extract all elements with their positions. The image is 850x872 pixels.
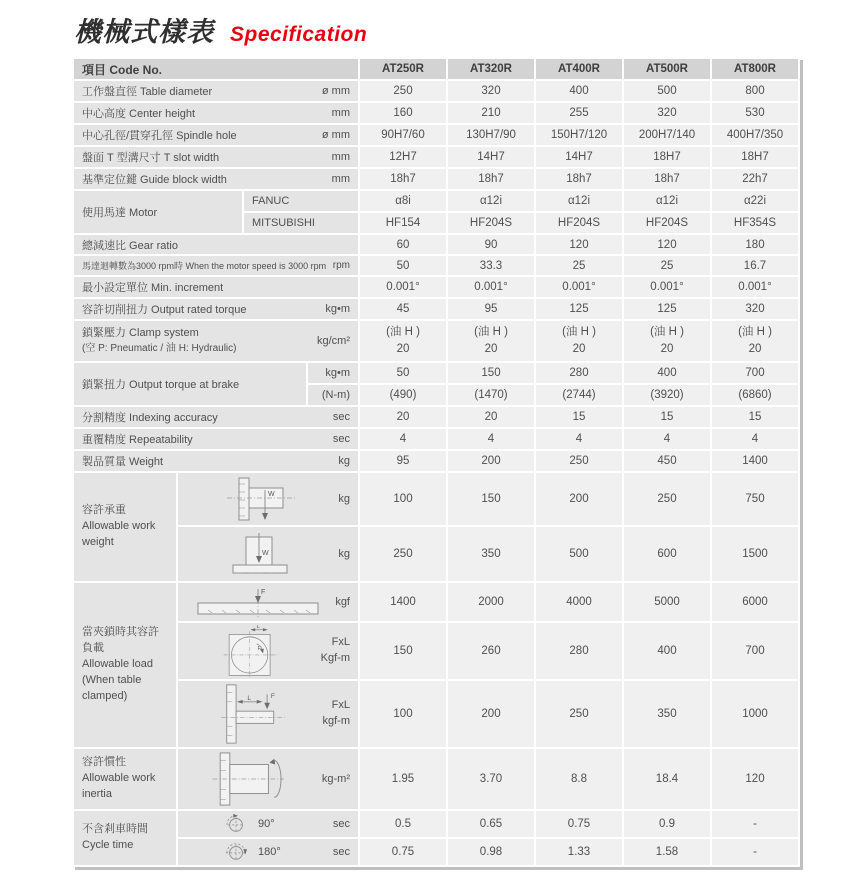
- row-unit: kg: [338, 493, 350, 505]
- spec-value-cell: 6000: [712, 583, 798, 621]
- row-unit: ø mm: [321, 85, 350, 97]
- spec-value-cell: 14H7: [448, 147, 534, 167]
- spec-value-cell: 100: [360, 473, 446, 525]
- diagram-cell: [178, 583, 358, 621]
- header-item-cell: 項目 Code No.: [74, 59, 358, 79]
- diagram-cell: [178, 839, 358, 865]
- spec-value-cell: 4: [536, 429, 622, 449]
- table-row-indexing: [74, 407, 798, 427]
- row-unit: mm: [331, 151, 350, 163]
- spec-value-cell: HF354S: [712, 213, 798, 233]
- table-row-clamped-radial: [74, 623, 798, 679]
- diagram-vertical-axis-workpiece: [213, 529, 309, 579]
- table-row-cycle-180: [74, 839, 798, 865]
- row-unit: sec: [332, 433, 350, 445]
- row-unit: kg/cm²: [317, 335, 350, 347]
- model-header: AT320R: [448, 59, 534, 79]
- table-row-clamped-thrust: [74, 583, 798, 621]
- row-label-cell: [74, 169, 358, 189]
- spec-value-cell: (油 H ) 20: [536, 321, 622, 361]
- row-label: 中心孔徑/貫穿孔徑 Spindle hole: [82, 130, 237, 142]
- page-title-en: Specification: [230, 23, 368, 46]
- spec-value-cell: 2000: [448, 583, 534, 621]
- row-label: 基準定位鍵 Guide block width: [82, 174, 227, 186]
- table-row-work-weight-horizontal: [74, 473, 798, 525]
- spec-value-cell: 4000: [536, 583, 622, 621]
- spec-value-cell: 33.3: [448, 256, 534, 275]
- row-label-cell: [74, 147, 358, 167]
- spec-value-cell: 15: [624, 407, 710, 427]
- table-row-rated-torque: [74, 299, 798, 319]
- spec-value-cell: 250: [536, 681, 622, 747]
- spec-value-cell: 160: [360, 103, 446, 123]
- page-title-cjk: 機械式樣表: [74, 17, 214, 47]
- spec-value-cell: 4: [360, 429, 446, 449]
- row-unit: rpm: [332, 260, 350, 271]
- table-row-clamp: [74, 321, 798, 361]
- spec-value-cell: 25: [536, 256, 622, 275]
- spec-value-cell: (油 H ) 20: [624, 321, 710, 361]
- row-unit: (N-m): [321, 389, 350, 401]
- model-header: AT400R: [536, 59, 622, 79]
- spec-value-cell: 100: [360, 681, 446, 747]
- spec-value-cell: HF204S: [624, 213, 710, 233]
- row-label-cell: [74, 321, 358, 361]
- table-row-clamped-axial: [74, 681, 798, 747]
- row-label: 容許切削扭力 Output rated torque: [82, 304, 247, 316]
- spec-value-cell: 1.33: [536, 839, 622, 865]
- row-label: 總減速比 Gear ratio: [82, 239, 178, 252]
- spec-value-cell: 18H7: [624, 147, 710, 167]
- spec-value-cell: α22i: [712, 191, 798, 211]
- diagram-l-label: L: [247, 694, 252, 702]
- spec-value-cell: 125: [624, 299, 710, 319]
- row-unit: FxL Kgf-m: [320, 636, 350, 664]
- row-unit: kgf: [335, 596, 350, 608]
- diagram-radial-moment-top-view: [216, 625, 288, 677]
- header-row: [74, 59, 798, 79]
- spec-value-cell: 150: [448, 363, 534, 383]
- row-label-cell: [74, 235, 358, 254]
- motor-brand-cell: [244, 191, 358, 211]
- spec-value-cell: 1400: [360, 583, 446, 621]
- spec-value-cell: 700: [712, 623, 798, 679]
- spec-value-cell: 120: [624, 235, 710, 254]
- brake-unit-cell: [308, 363, 358, 383]
- diagram-thrust-load: [194, 585, 326, 619]
- spec-value-cell: 18h7: [624, 169, 710, 189]
- row-unit: FxL kgf-m: [322, 699, 350, 727]
- spec-value-cell: 1400: [712, 451, 798, 471]
- spec-value-cell: 0.9: [624, 811, 710, 837]
- row-unit: kg: [338, 455, 350, 467]
- spec-value-cell: 320: [712, 299, 798, 319]
- spec-value-cell: 800: [712, 81, 798, 101]
- spec-value-cell: 15: [712, 407, 798, 427]
- spec-value-cell: 700: [712, 363, 798, 383]
- row-label-cell: [74, 407, 358, 427]
- spec-value-cell: 1000: [712, 681, 798, 747]
- spec-value-cell: 0.75: [360, 839, 446, 865]
- rotation-180-icon: [224, 841, 248, 863]
- model-header: AT800R: [712, 59, 798, 79]
- row-label: 重覆精度 Repeatability: [82, 434, 193, 446]
- diagram-f-label: F: [257, 646, 262, 653]
- model-header: AT250R: [360, 59, 446, 79]
- table-row-inertia: [74, 749, 798, 809]
- table-row-cycle-90: [74, 811, 798, 837]
- spec-value-cell: 16.7: [712, 256, 798, 275]
- table-row-brake-kgm: [74, 363, 798, 383]
- spec-value-cell: 3.70: [448, 749, 534, 809]
- table-row-guide-block: [74, 169, 798, 189]
- diagram-work-inertia: [207, 751, 299, 807]
- row-unit: sec: [332, 411, 350, 423]
- spec-value-cell: 25: [624, 256, 710, 275]
- spec-value-cell: 5000: [624, 583, 710, 621]
- spec-value-cell: 400: [624, 623, 710, 679]
- spec-value-cell: 12H7: [360, 147, 446, 167]
- page-title: [74, 10, 850, 49]
- spec-value-cell: 50: [360, 256, 446, 275]
- spec-value-cell: (6860): [712, 385, 798, 405]
- table-row-weight: [74, 451, 798, 471]
- spec-value-cell: 18H7: [712, 147, 798, 167]
- row-label: 分割精度 Indexing accuracy: [82, 412, 218, 424]
- row-unit: kg-m²: [321, 773, 350, 785]
- spec-value-cell: 95: [360, 451, 446, 471]
- section-label-cycle-time: 不含剎車時間 Cycle time: [74, 811, 176, 865]
- diagram-horizontal-axis-workpiece: [213, 476, 309, 522]
- row-label: 製品質量 Weight: [82, 456, 164, 468]
- spec-value-cell: 14H7: [536, 147, 622, 167]
- spec-value-cell: 0.001°: [624, 277, 710, 297]
- row-label: 工作盤直徑 Table diameter: [82, 86, 213, 98]
- row-label: 盤面 T 型溝尺寸 T slot width: [82, 152, 220, 164]
- spec-value-cell: 0.75: [536, 811, 622, 837]
- row-unit: mm: [331, 173, 350, 185]
- spec-value-cell: 500: [536, 527, 622, 581]
- row-label-cell: [74, 256, 358, 275]
- spec-value-cell: 125: [536, 299, 622, 319]
- spec-value-cell: 0.5: [360, 811, 446, 837]
- spec-value-cell: (油 H ) 20: [360, 321, 446, 361]
- spec-value-cell: 450: [624, 451, 710, 471]
- spec-value-cell: 0.001°: [360, 277, 446, 297]
- spec-value-cell: 200H7/140: [624, 125, 710, 145]
- diagram-cell: [178, 473, 358, 525]
- spec-value-cell: 400H7/350: [712, 125, 798, 145]
- diagram-cell: [178, 749, 358, 809]
- spec-value-cell: 4: [712, 429, 798, 449]
- row-unit: sec: [332, 846, 350, 858]
- spec-value-cell: -: [712, 811, 798, 837]
- spec-value-cell: 200: [448, 451, 534, 471]
- spec-value-cell: 0.001°: [448, 277, 534, 297]
- spec-value-cell: 250: [536, 451, 622, 471]
- spec-value-cell: 210: [448, 103, 534, 123]
- spec-value-cell: 18.4: [624, 749, 710, 809]
- spec-value-cell: (490): [360, 385, 446, 405]
- spec-value-cell: 180: [712, 235, 798, 254]
- spec-value-cell: -: [712, 839, 798, 865]
- row-label: 使用馬達 Motor: [82, 207, 158, 219]
- spec-value-cell: 600: [624, 527, 710, 581]
- spec-table: [72, 57, 800, 867]
- spec-value-cell: 250: [360, 81, 446, 101]
- spec-value-cell: 120: [712, 749, 798, 809]
- row-label-note: (空 P: Pneumatic / 油 H: Hydraulic): [82, 342, 237, 354]
- row-unit: sec: [332, 818, 350, 830]
- motor-brand-cell: [244, 213, 358, 233]
- table-row-motor-speed: [74, 256, 798, 275]
- row-label: 鎖緊壓力 Clamp system: [82, 326, 199, 339]
- spec-value-cell: 18h7: [536, 169, 622, 189]
- spec-value-cell: 200: [536, 473, 622, 525]
- diagram-cell: [178, 527, 358, 581]
- row-unit: mm: [331, 107, 350, 119]
- table-row-gear-ratio: [74, 235, 798, 254]
- spec-value-cell: 250: [624, 473, 710, 525]
- spec-value-cell: 500: [624, 81, 710, 101]
- spec-value-cell: 90: [448, 235, 534, 254]
- row-label-cell: [74, 451, 358, 471]
- spec-value-cell: 45: [360, 299, 446, 319]
- spec-value-cell: (油 H ) 20: [448, 321, 534, 361]
- spec-value-cell: (1470): [448, 385, 534, 405]
- spec-value-cell: 1500: [712, 527, 798, 581]
- spec-value-cell: 90H7/60: [360, 125, 446, 145]
- row-label-cell-brake: [74, 363, 306, 405]
- spec-value-cell: (2744): [536, 385, 622, 405]
- diagram-l-label: L: [257, 625, 261, 631]
- rotation-90-icon: [224, 813, 248, 835]
- spec-value-cell: 95: [448, 299, 534, 319]
- row-unit: ø mm: [321, 129, 350, 141]
- diagram-cell: [178, 681, 358, 747]
- spec-value-cell: 530: [712, 103, 798, 123]
- spec-value-cell: 20: [360, 407, 446, 427]
- section-label-clamped-load: 當夾鎖時其容許負載 Allowable load (When table clamped): [74, 583, 176, 747]
- spec-value-cell: 280: [536, 363, 622, 383]
- spec-value-cell: HF204S: [448, 213, 534, 233]
- spec-value-cell: 8.8: [536, 749, 622, 809]
- spec-value-cell: 250: [360, 527, 446, 581]
- table-row-repeatability: [74, 429, 798, 449]
- diagram-f-label: F: [271, 693, 276, 701]
- spec-value-cell: 1.95: [360, 749, 446, 809]
- row-label-cell-motor: [74, 191, 242, 233]
- spec-value-cell: 22h7: [712, 169, 798, 189]
- spec-value-cell: α12i: [448, 191, 534, 211]
- row-unit: kg•m: [325, 303, 350, 315]
- table-row-min-increment: [74, 277, 798, 297]
- row-label-cell: [74, 103, 358, 123]
- table-row-motor-fanuc: [74, 191, 798, 211]
- spec-value-cell: 20: [448, 407, 534, 427]
- spec-value-cell: 350: [448, 527, 534, 581]
- row-label: 鎖緊扭力 Output torque at brake: [82, 379, 240, 391]
- spec-value-cell: (油 H ) 20: [712, 321, 798, 361]
- motor-brand: MITSUBISHI: [252, 217, 315, 229]
- motor-brand: FANUC: [252, 195, 290, 207]
- diagram-w-label: W: [268, 491, 275, 498]
- section-label-work-weight: 容許承重 Allowable work weight: [74, 473, 176, 581]
- spec-table-grid: [72, 57, 800, 867]
- diagram-f-label: F: [260, 589, 265, 596]
- spec-value-cell: 750: [712, 473, 798, 525]
- diagram-axial-moment-side-view: [211, 683, 295, 745]
- spec-value-cell: 150: [448, 473, 534, 525]
- diagram-cell: [178, 811, 358, 837]
- model-header: AT500R: [624, 59, 710, 79]
- spec-value-cell: 400: [536, 81, 622, 101]
- spec-value-cell: 150: [360, 623, 446, 679]
- spec-value-cell: HF204S: [536, 213, 622, 233]
- spec-value-cell: 260: [448, 623, 534, 679]
- table-row-work-weight-vertical: [74, 527, 798, 581]
- diagram-cell: [178, 623, 358, 679]
- spec-value-cell: 18h7: [448, 169, 534, 189]
- spec-value-cell: 130H7/90: [448, 125, 534, 145]
- spec-value-cell: 4: [448, 429, 534, 449]
- section-label-inertia: 容許慣性 Allowable work inertia: [74, 749, 176, 809]
- diagram-w-label: W: [262, 550, 269, 557]
- spec-value-cell: 4: [624, 429, 710, 449]
- table-row-spindle-hole: [74, 125, 798, 145]
- table-row-t-slot: [74, 147, 798, 167]
- row-label-cell: [74, 125, 358, 145]
- spec-value-cell: 400: [624, 363, 710, 383]
- row-unit: kg•m: [325, 367, 350, 379]
- spec-value-cell: 18h7: [360, 169, 446, 189]
- row-label: 馬達迴轉數為3000 rpm時 When the motor speed is 3000 rpm: [82, 261, 327, 271]
- spec-value-cell: α12i: [624, 191, 710, 211]
- row-label-cell: [74, 277, 358, 297]
- spec-value-cell: 255: [536, 103, 622, 123]
- spec-value-cell: 320: [448, 81, 534, 101]
- row-label-cell: [74, 429, 358, 449]
- row-label: 中心高度 Center height: [82, 108, 196, 120]
- row-label-cell: [74, 299, 358, 319]
- rotation-angle: 180°: [258, 846, 281, 858]
- spec-value-cell: 0.65: [448, 811, 534, 837]
- spec-value-cell: 50: [360, 363, 446, 383]
- spec-value-cell: 280: [536, 623, 622, 679]
- spec-value-cell: HF154: [360, 213, 446, 233]
- spec-value-cell: α12i: [536, 191, 622, 211]
- spec-value-cell: (3920): [624, 385, 710, 405]
- rotation-angle: 90°: [258, 818, 275, 830]
- spec-value-cell: 1.58: [624, 839, 710, 865]
- spec-value-cell: 320: [624, 103, 710, 123]
- spec-value-cell: 0.001°: [536, 277, 622, 297]
- spec-value-cell: 200: [448, 681, 534, 747]
- spec-value-cell: 350: [624, 681, 710, 747]
- row-label-cell: [74, 81, 358, 101]
- row-label: 最小設定單位 Min. increment: [82, 282, 224, 294]
- spec-value-cell: 150H7/120: [536, 125, 622, 145]
- spec-value-cell: 0.98: [448, 839, 534, 865]
- spec-value-cell: 60: [360, 235, 446, 254]
- brake-unit-cell: [308, 385, 358, 405]
- spec-value-cell: 15: [536, 407, 622, 427]
- table-row-center-height: [74, 103, 798, 123]
- spec-value-cell: 0.001°: [712, 277, 798, 297]
- table-row-diameter: [74, 81, 798, 101]
- spec-value-cell: α8i: [360, 191, 446, 211]
- row-unit: kg: [338, 548, 350, 560]
- spec-value-cell: 120: [536, 235, 622, 254]
